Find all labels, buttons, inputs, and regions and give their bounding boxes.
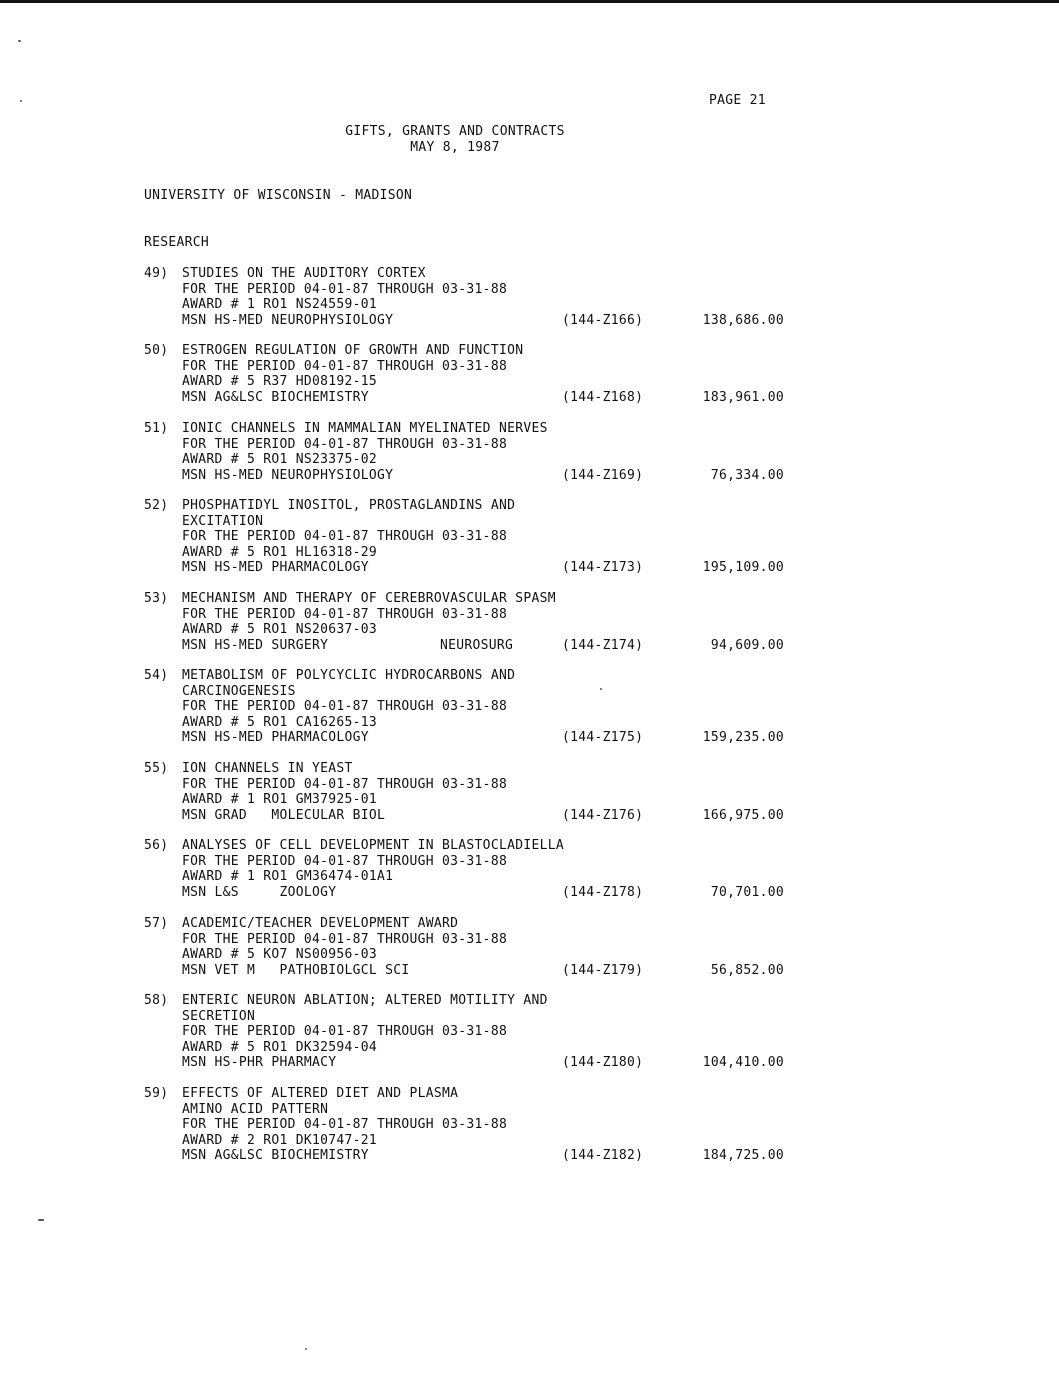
entry-amount: 94,609.00 <box>710 637 784 653</box>
entry-period: FOR THE PERIOD 04-01-87 THROUGH 03-31-88 <box>182 776 508 792</box>
entry-number: 53) <box>144 591 169 606</box>
entry-number: 59) <box>144 1086 169 1101</box>
entry-title-line: ACADEMIC/TEACHER DEVELOPMENT AWARD <box>182 916 459 931</box>
entry-department: MSN HS-MED PHARMACOLOGY <box>182 730 369 745</box>
entry-period: FOR THE PERIOD 04-01-87 THROUGH 03-31-88 <box>182 436 508 452</box>
scan-speck <box>600 688 602 690</box>
entry-department-row <box>182 468 784 484</box>
entry-subunit: NEUROSURG <box>440 637 514 653</box>
scan-top-border <box>0 0 1059 3</box>
grant-entry-59 <box>144 1086 784 1164</box>
grant-entry-49 <box>144 266 784 328</box>
entry-account: (144-Z168) <box>562 389 644 405</box>
entry-account: (144-Z175) <box>562 730 644 745</box>
scan-speck <box>38 1219 44 1221</box>
entry-title-line: STUDIES ON THE AUDITORY CORTEX <box>182 266 426 281</box>
entry-title-line: METABOLISM OF POLYCYCLIC HYDROCARBONS AND <box>182 668 516 683</box>
entry-department: MSN HS-MED PHARMACOLOGY <box>182 560 369 575</box>
entry-period: FOR THE PERIOD 04-01-87 THROUGH 03-31-88 <box>182 1117 508 1132</box>
grant-entry-52 <box>144 498 784 576</box>
entry-department-row <box>182 963 784 979</box>
entry-amount: 76,334.00 <box>710 467 784 483</box>
report-title: GIFTS, GRANTS AND CONTRACTS <box>345 124 565 139</box>
entry-period: FOR THE PERIOD 04-01-87 THROUGH 03-31-88 <box>182 853 508 869</box>
entry-title-line: ESTROGEN REGULATION OF GROWTH AND FUNCTION <box>182 343 524 358</box>
report-date: MAY 8, 1987 <box>410 140 500 155</box>
entry-title-line: ION CHANNELS IN YEAST <box>182 761 353 776</box>
entry-award: AWARD # 5 KO7 NS00956-03 <box>182 947 378 962</box>
entry-title-line: ENTERIC NEURON ABLATION; ALTERED MOTILITY AND <box>182 993 548 1008</box>
entry-account: (144-Z182) <box>562 1148 644 1163</box>
entry-amount: 159,235.00 <box>702 730 784 745</box>
entry-department: MSN L&S ZOOLOGY <box>182 884 337 900</box>
grant-entry-50 <box>144 343 784 405</box>
entry-department-row <box>182 885 784 901</box>
entry-title-line: IONIC CHANNELS IN MAMMALIAN MYELINATED NERVES <box>182 421 548 436</box>
entry-title-line: EFFECTS OF ALTERED DIET AND PLASMA <box>182 1086 459 1101</box>
entry-account: (144-Z178) <box>562 884 644 900</box>
entry-number: 58) <box>144 993 169 1008</box>
entry-award: AWARD # 5 R37 HD08192-15 <box>182 374 378 389</box>
entry-department: MSN HS-MED NEUROPHYSIOLOGY <box>182 467 394 483</box>
entry-account: (144-Z174) <box>562 637 644 653</box>
entry-award: AWARD # 5 RO1 NS23375-02 <box>182 452 378 467</box>
entry-award: AWARD # 1 RO1 GM36474-01A1 <box>182 869 394 884</box>
entry-department-row <box>182 638 784 654</box>
grant-entry-55 <box>144 761 784 823</box>
entry-account: (144-Z180) <box>562 1055 644 1070</box>
entry-amount: 104,410.00 <box>702 1055 784 1070</box>
grant-entry-57 <box>144 916 784 978</box>
entry-award: AWARD # 5 RO1 CA16265-13 <box>182 714 378 730</box>
entry-department-row <box>182 560 784 576</box>
entry-account: (144-Z179) <box>562 962 644 978</box>
entry-department: MSN AG&LSC BIOCHEMISTRY <box>182 1148 369 1163</box>
entry-department-row <box>182 1148 784 1164</box>
entry-award: AWARD # 5 RO1 DK32594-04 <box>182 1039 378 1055</box>
entry-amount: 70,701.00 <box>710 884 784 900</box>
entry-department-row <box>182 730 784 746</box>
entry-award: AWARD # 5 RO1 HL16318-29 <box>182 544 378 560</box>
entry-period: FOR THE PERIOD 04-01-87 THROUGH 03-31-88 <box>182 931 508 947</box>
entry-period: FOR THE PERIOD 04-01-87 THROUGH 03-31-88 <box>182 358 508 374</box>
entry-department: MSN GRAD MOLECULAR BIOL <box>182 807 386 823</box>
entry-account: (144-Z176) <box>562 807 644 823</box>
entry-title-line: CARCINOGENESIS <box>182 683 296 699</box>
grant-entry-51 <box>144 421 784 483</box>
scan-speck <box>18 40 21 42</box>
institution-name: UNIVERSITY OF WISCONSIN - MADISON <box>144 188 413 203</box>
entry-period: FOR THE PERIOD 04-01-87 THROUGH 03-31-88 <box>182 529 508 544</box>
entry-number: 49) <box>144 266 169 281</box>
entry-department: MSN HS-MED SURGERY <box>182 637 329 653</box>
entry-number: 54) <box>144 668 169 683</box>
entry-period: FOR THE PERIOD 04-01-87 THROUGH 03-31-88 <box>182 1024 508 1039</box>
entry-account: (144-Z169) <box>562 467 644 483</box>
entry-department-row <box>182 313 784 329</box>
entry-number: 55) <box>144 761 169 776</box>
entry-amount: 166,975.00 <box>702 807 784 823</box>
entry-title-line: SECRETION <box>182 1008 256 1024</box>
entry-department: MSN HS-MED NEUROPHYSIOLOGY <box>182 312 394 328</box>
grant-entry-54 <box>144 668 784 746</box>
entry-award: AWARD # 5 RO1 NS20637-03 <box>182 622 378 637</box>
entry-award: AWARD # 2 RO1 DK10747-21 <box>182 1132 378 1148</box>
entry-amount: 183,961.00 <box>702 389 784 405</box>
entry-amount: 195,109.00 <box>702 560 784 575</box>
entry-number: 50) <box>144 343 169 358</box>
entry-title-line: PHOSPHATIDYL INOSITOL, PROSTAGLANDINS AND <box>182 498 516 513</box>
entry-period: FOR THE PERIOD 04-01-87 THROUGH 03-31-88 <box>182 699 508 714</box>
entry-title-line: EXCITATION <box>182 513 264 529</box>
entry-number: 56) <box>144 838 169 853</box>
grant-entry-53 <box>144 591 784 653</box>
page-number: PAGE 21 <box>709 93 766 108</box>
grant-entry-58 <box>144 993 784 1071</box>
entry-number: 57) <box>144 916 169 931</box>
entry-department-row <box>182 808 784 824</box>
entry-account: (144-Z166) <box>562 312 644 328</box>
scan-speck <box>305 1348 307 1350</box>
entry-amount: 138,686.00 <box>702 312 784 328</box>
entry-department-row <box>182 390 784 406</box>
entry-title-line: MECHANISM AND THERAPY OF CEREBROVASCULAR SPASM <box>182 591 556 606</box>
entry-amount: 184,725.00 <box>702 1148 784 1163</box>
entry-period: FOR THE PERIOD 04-01-87 THROUGH 03-31-88 <box>182 281 508 297</box>
section-heading: RESEARCH <box>144 235 210 250</box>
entry-award: AWARD # 1 RO1 NS24559-01 <box>182 297 378 312</box>
entry-period: FOR THE PERIOD 04-01-87 THROUGH 03-31-88 <box>182 606 508 622</box>
entry-award: AWARD # 1 RO1 GM37925-01 <box>182 792 378 807</box>
entry-department: MSN AG&LSC BIOCHEMISTRY <box>182 389 369 405</box>
entry-account: (144-Z173) <box>562 560 644 575</box>
entry-number: 51) <box>144 421 169 436</box>
entry-number: 52) <box>144 498 169 513</box>
entry-title-line: AMINO ACID PATTERN <box>182 1101 329 1117</box>
entry-title-line: ANALYSES OF CELL DEVELOPMENT IN BLASTOCLADIELLA <box>182 838 564 853</box>
entry-department: MSN VET M PATHOBIOLGCL SCI <box>182 962 410 978</box>
entry-amount: 56,852.00 <box>710 962 784 978</box>
entry-department: MSN HS-PHR PHARMACY <box>182 1055 337 1070</box>
grant-entry-56 <box>144 838 784 900</box>
entry-department-row <box>182 1055 784 1071</box>
scan-speck <box>20 100 22 102</box>
